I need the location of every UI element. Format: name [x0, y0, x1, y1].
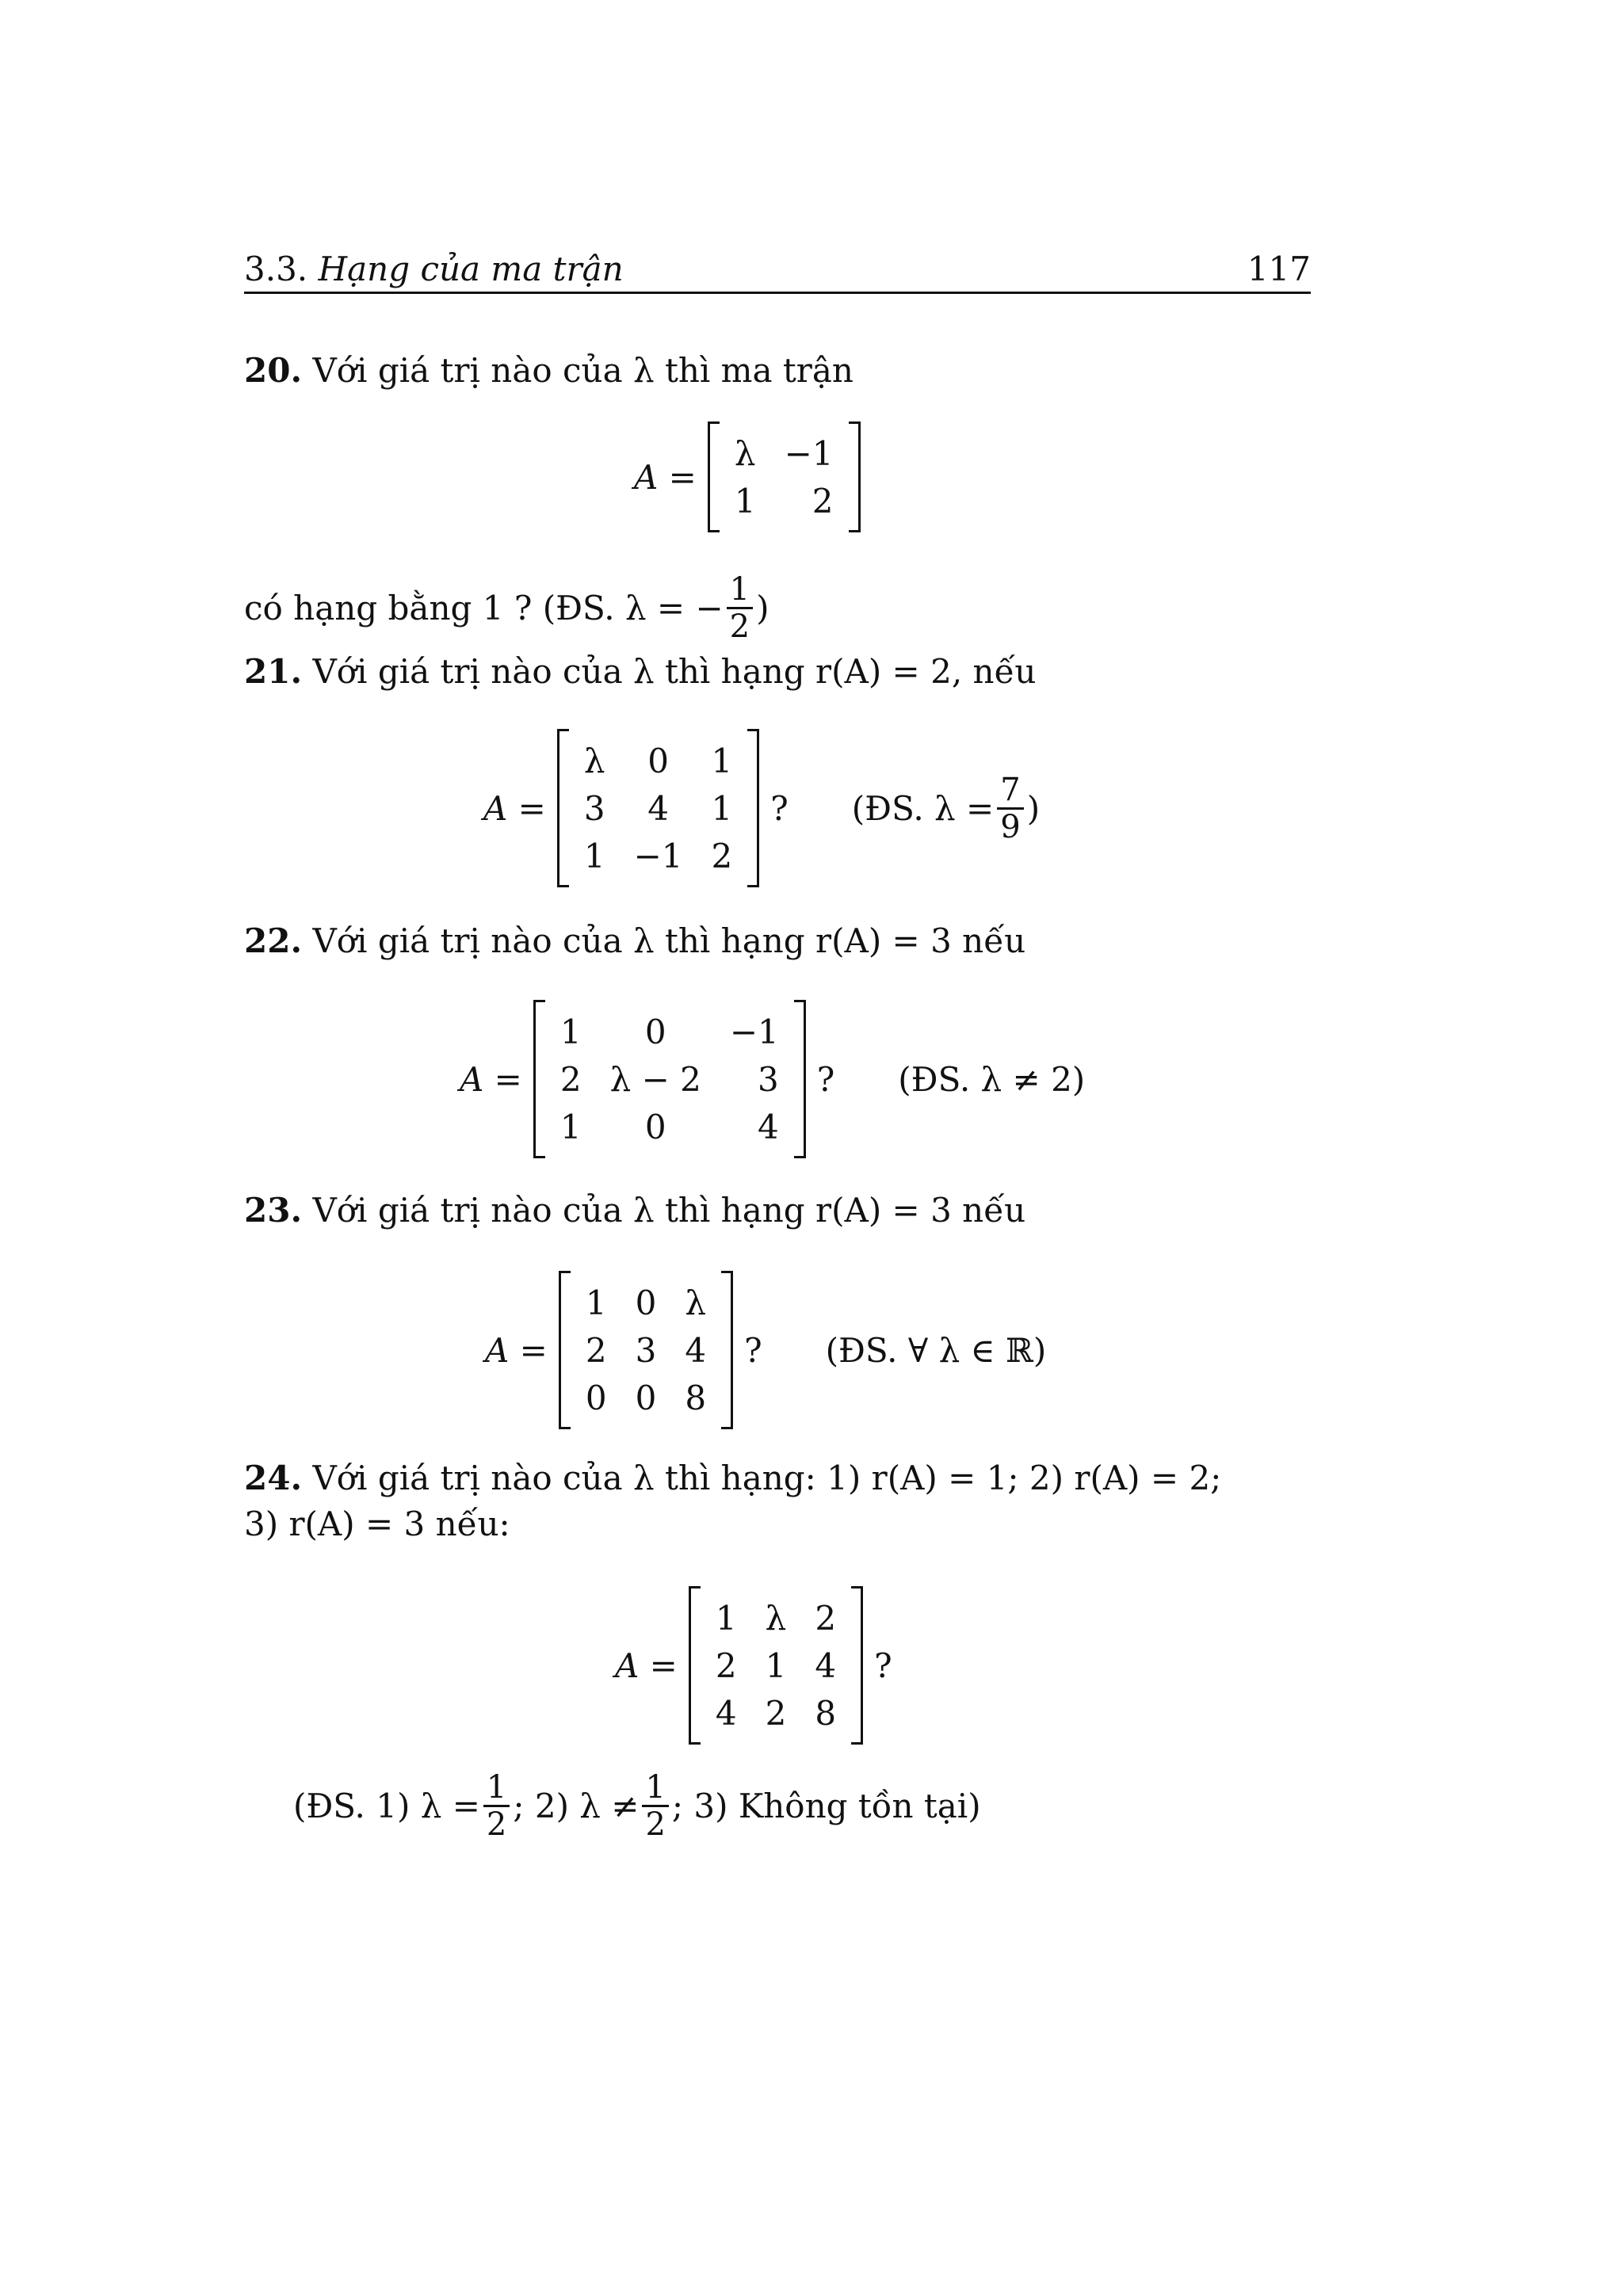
fraction-denominator: 2 — [645, 1806, 666, 1843]
matrix-cell: 0 — [635, 1378, 657, 1417]
problem-22-text: Với giá trị nào của λ thì hạng r(A) = 3 nếu — [312, 921, 1026, 960]
section-number: 3.3. — [244, 250, 308, 288]
matrix-lhs: A = — [485, 1330, 548, 1370]
page-number: 117 — [1247, 250, 1311, 288]
matrix-cell: 1 — [559, 1012, 582, 1051]
matrix-cell: 0 — [585, 1378, 607, 1417]
fraction-denominator: 2 — [729, 608, 750, 645]
problem-23-statement — [244, 1188, 1025, 1233]
matrix-cell: 0 — [635, 1283, 657, 1322]
problem-20-answer — [244, 572, 769, 644]
problem-21-text: Với giá trị nào của λ thì hạng r(A) = 2, nếu — [312, 652, 1037, 691]
matrix-cell: 8 — [815, 1693, 837, 1733]
question-mark: ? — [744, 1330, 762, 1370]
matrix-cell: λ — [583, 741, 605, 780]
matrix-cell: −1 — [633, 836, 683, 875]
matrix-cell: λ — [765, 1598, 787, 1638]
matrix-lhs: A = — [483, 788, 546, 828]
problem-20-equation — [634, 421, 872, 532]
problem-24-matrix — [689, 1586, 863, 1745]
fraction-numerator: 1 — [642, 1770, 668, 1807]
matrix-cell: 1 — [711, 741, 733, 780]
matrix-cell: 4 — [685, 1330, 707, 1370]
problem-24-statement — [244, 1456, 1221, 1501]
matrix-cell: 2 — [715, 1646, 737, 1685]
matrix-cell: 1 — [715, 1598, 737, 1638]
problem-20-answer-text: có hạng bằng 1 ? (ĐS. λ = − — [244, 588, 724, 627]
matrix-cell: 0 — [644, 1107, 666, 1146]
problem-21-answer-text: (ĐS. λ = — [851, 788, 995, 828]
matrix-cell: 2 — [711, 836, 733, 875]
problem-22-matrix — [533, 1000, 806, 1158]
problem-24-number: 24. — [244, 1459, 303, 1497]
problem-20-text: Với giá trị nào của λ thì ma trận — [312, 351, 854, 390]
matrix-cell: 3 — [758, 1059, 779, 1099]
matrix-lhs: A = — [460, 1059, 522, 1099]
matrix-cell: 4 — [758, 1107, 779, 1146]
problem-24-answer-part2: ; 2) λ ≠ — [513, 1787, 640, 1825]
fraction-numerator: 1 — [727, 572, 753, 609]
problem-22-number: 22. — [244, 921, 303, 960]
problem-23-matrix — [559, 1271, 733, 1429]
matrix-cell: 1 — [765, 1646, 787, 1685]
matrix-cell: 2 — [765, 1693, 787, 1733]
problem-24-answer-part3: ; 3) Không tồn tại) — [671, 1787, 981, 1825]
problem-24-answer — [293, 1770, 981, 1842]
header-rule — [244, 292, 1311, 294]
problem-23-number: 23. — [244, 1191, 303, 1230]
matrix-cell: λ — [685, 1283, 707, 1322]
problem-21-number: 21. — [244, 652, 303, 691]
matrix-cell: 8 — [685, 1378, 707, 1417]
problem-22-answer: (ĐS. λ ≠ 2) — [898, 1059, 1086, 1099]
problem-22-equation — [460, 1000, 1085, 1158]
matrix-cell: λ − 2 — [609, 1059, 701, 1099]
fraction-numerator: 1 — [483, 1770, 510, 1807]
question-mark: ? — [816, 1059, 835, 1099]
matrix-cell: 2 — [559, 1059, 582, 1099]
problem-24-text-line1: Với giá trị nào của λ thì hạng: 1) r(A) = 1; 2) r(A) = 2; — [312, 1459, 1222, 1497]
answer-fraction — [727, 572, 753, 644]
question-mark: ? — [770, 788, 789, 828]
matrix-cell: 4 — [715, 1693, 737, 1733]
answer-fraction — [642, 1770, 668, 1842]
matrix-cell: 3 — [583, 788, 605, 828]
matrix-cell: 0 — [647, 741, 669, 780]
matrix-cell: 1 — [583, 836, 605, 875]
matrix-cell: 1 — [711, 788, 733, 828]
matrix-lhs: A = — [634, 457, 697, 497]
closing-paren: ) — [1026, 788, 1041, 828]
closing-paren: ) — [756, 588, 769, 627]
running-header-section — [244, 247, 624, 292]
problem-21-equation — [483, 729, 1040, 887]
problem-20-matrix — [708, 421, 861, 532]
matrix-cell: λ — [734, 433, 756, 473]
problem-24-equation — [615, 1586, 892, 1745]
matrix-cell: 3 — [635, 1330, 657, 1370]
problem-20-number: 20. — [244, 351, 303, 390]
matrix-cell: −1 — [729, 1012, 779, 1051]
problem-23-text: Với giá trị nào của λ thì hạng r(A) = 3 nếu — [312, 1191, 1026, 1230]
answer-fraction — [483, 1770, 510, 1842]
problem-24-statement-line2: 3) r(A) = 3 nếu: — [244, 1505, 510, 1543]
fraction-denominator: 2 — [486, 1806, 507, 1843]
problem-20-statement — [244, 349, 854, 393]
matrix-cell: 1 — [734, 481, 756, 521]
matrix-cell: 1 — [559, 1107, 582, 1146]
section-title: Hạng của ma trận — [318, 250, 624, 288]
matrix-cell: 2 — [812, 481, 834, 521]
matrix-cell: 1 — [585, 1283, 607, 1322]
question-mark: ? — [874, 1646, 892, 1685]
matrix-cell: 2 — [815, 1598, 837, 1638]
matrix-cell: 0 — [644, 1012, 666, 1051]
problem-23-equation — [485, 1271, 1046, 1429]
problem-21-matrix — [557, 729, 759, 887]
matrix-lhs: A = — [615, 1646, 678, 1685]
matrix-cell: 4 — [815, 1646, 837, 1685]
fraction-denominator: 9 — [1000, 808, 1021, 845]
matrix-cell: 2 — [585, 1330, 607, 1370]
answer-fraction — [997, 772, 1023, 845]
problem-24-answer-part1: (ĐS. 1) λ = — [293, 1787, 480, 1825]
matrix-cell: −1 — [784, 433, 834, 473]
problem-23-answer: (ĐS. ∀ λ ∈ ℝ) — [825, 1330, 1047, 1370]
problem-22-statement — [244, 919, 1025, 963]
fraction-numerator: 7 — [997, 772, 1023, 810]
matrix-cell: 4 — [647, 788, 669, 828]
problem-21-statement — [244, 650, 1036, 694]
